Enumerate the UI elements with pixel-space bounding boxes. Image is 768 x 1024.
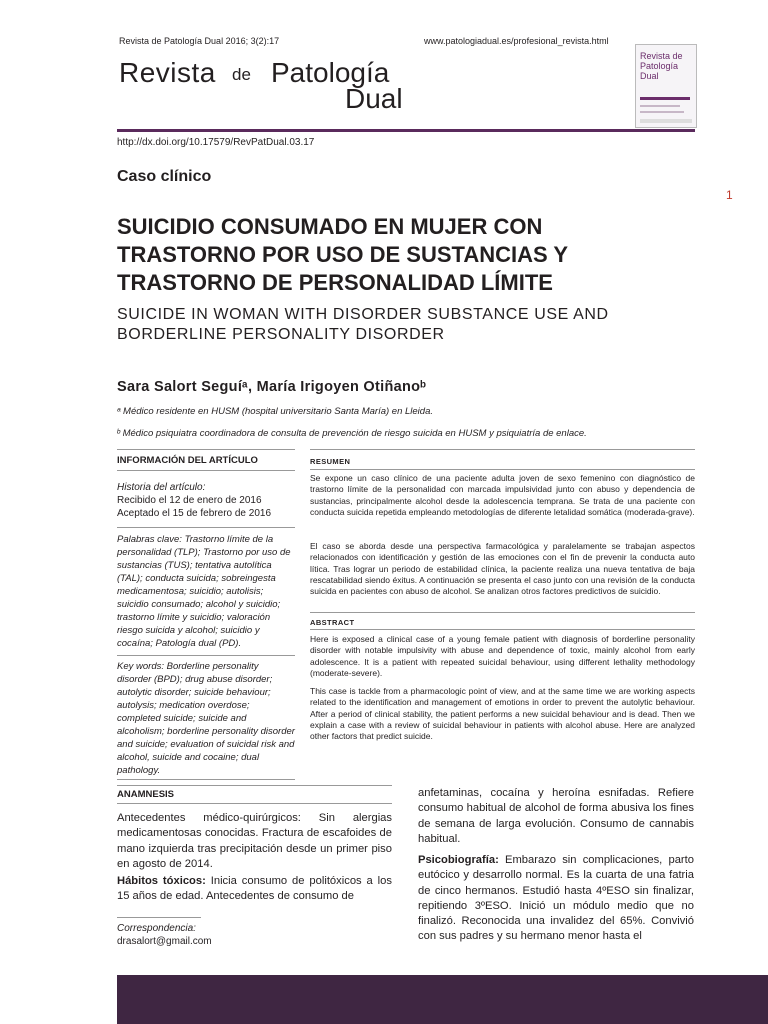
affiliation-b: ᵇ Médico psiquiatra coordinadora de consulta de prevención de riesgo suicida en HUSM y psiquiatría de enlace.: [117, 428, 587, 439]
psychobiography-label: Psicobiografía:: [418, 854, 499, 866]
logo-word-de: de: [232, 65, 251, 84]
header-divider: [117, 129, 695, 132]
journal-url[interactable]: www.patologiadual.es/profesional_revista.html: [424, 36, 609, 46]
anamnesis-paragraph-2: [117, 874, 392, 905]
cover-line: [640, 111, 684, 113]
logo-word-dual: Dual: [345, 83, 403, 114]
article-history: [117, 481, 295, 520]
cover-footer-logos: [640, 119, 692, 123]
cover-title: Revista de Patología Dual: [640, 51, 683, 81]
divider: [310, 612, 695, 613]
keywords-es: Palabras clave: Trastorno límite de la personalidad (TLP); Trastorno por uso de sustancias (TUS); tentativa autolítica (TAL); conducta suicida; sobreingesta medicamentosa; suicidio; autolisis; suicidio consumado; alcohol y suicidio; trastorno límite y suicidio; valoración riesgo suicida y alcohol; suicidio y cocaína; Patología dual (PD).: [117, 534, 291, 649]
logo-word-revista: Revista: [119, 57, 216, 88]
habits-text: Inicia consumo de politóxicos a los 15 años de edad. Antecedentes de consumo de: [117, 875, 392, 903]
divider: [117, 449, 295, 450]
keywords-en: Key words: Borderline personality disorder (BPD); drug abuse disorder; autolytic disorder; suicide behaviour; autolysis; medication overdose; completed suicide; suicide and alcoholism; borderline personality disorder and suicide; evaluation of suicidal risk and alcohol, suicide and cocaine; dual pathology.: [117, 661, 295, 776]
anamnesis-right-paragraph-1: anfetaminas, cocaína y heroína esnifadas. Refiere consumo habitual de alcohol de forma abusiva los fines de semana de larga evolución. Consumo de cannabis habitual.: [418, 787, 694, 845]
abstract-paragraph-1: Here is exposed a clinical case of a young female patient with diagnosis of borderline personality disorder with notable impulsivity with abuse and dependence of toxic, mainly alcohol from early adolescence. It is a patient with repeated suicidal behaviour, using different lethality methodology (moderate-severe).: [310, 634, 695, 678]
accepted-date: Aceptado el 15 de febrero de 2016: [117, 508, 272, 519]
divider: [310, 449, 695, 450]
received-date: Recibido el 12 de enero de 2016: [117, 495, 262, 506]
cover-line: [640, 105, 680, 107]
divider: [310, 469, 695, 470]
article-info-heading: INFORMACIÓN DEL ARTÍCULO: [117, 455, 258, 466]
journal-citation: Revista de Patología Dual 2016; 3(2):17: [119, 36, 280, 46]
resumen-paragraph-1: Se expone un caso clínico de una paciente adulta joven de sexo femenino con diagnóstico de trastorno límite de la personalidad con marcada impulsividad junto con abuso y dependencia de sustancias, principalmente alcohol desde la adolescencia temprana. Se trata de una paciente con conducta suicida repetida empleando metodologías de diferente letalidad somática (moderada-grave).: [310, 473, 695, 517]
doi-link[interactable]: http://dx.doi.org/10.17579/RevPatDual.03.17: [117, 137, 315, 148]
correspondence-email[interactable]: drasalort@gmail.com: [117, 936, 212, 947]
journal-logo: [119, 55, 439, 115]
divider: [117, 779, 295, 780]
divider: [117, 803, 392, 804]
page-number: 1: [726, 188, 733, 202]
footnote-divider: [117, 917, 201, 918]
anamnesis-heading: ANAMNESIS: [117, 789, 175, 800]
psychobiography-text: Embarazo sin complicaciones, parto eutócico y desarrollo normal. Es la cuarta de una fatria de cinco hermanos. Estudió hasta 4ºESO sin finalizar, repitiendo 3ºESO. Inició un módulo medio que no finalizó. Reconocida una invalidez del 65%. Convivió con sus padres y su hermano menor hasta el: [418, 854, 694, 943]
divider: [117, 655, 295, 656]
logo-word-patologia: Patología: [271, 57, 390, 88]
anamnesis-paragraph-1: Antecedentes médico-quirúrgicos: Sin alergias medicamentosas conocidas. Fractura de escafoides de mano izquierda tras precipitación desde un primer piso en agosto de 2014.: [117, 812, 392, 870]
abstract-paragraph-2: This case is tackle from a pharmacologic point of view, and at the same time we are working aspects related to the identification and management of emotions in order to prevent the autolytic behaviour. After a period of clinical stability, the patient performs a new suicidal behaviour and is dead. Then we explain a case with a review of suicidal behaviour in patients with alcohol abuse. Here are analyzed other factors that predict suicide.: [310, 686, 695, 742]
journal-cover-thumbnail: [635, 44, 697, 128]
resumen-paragraph-2: El caso se aborda desde una perspectiva farmacológica y paralelamente se trabajan aspectos relacionados con identificación y gestión de las emociones con el fin de prevenir la conducta auto lítica. Tras lograr un periodo de estabilidad clínica, la paciente realiza una nueva tentativa de baja rescatabilidad siendo éxitus. A continuación se presenta el caso junto con una revisión de la conducta suicida en pacientes con abuso de alcohol. Se analizan otros factores predictivos de suicidio.: [310, 541, 695, 597]
habits-label: Hábitos tóxicos:: [117, 875, 206, 887]
correspondence-label: Correspondencia:: [117, 923, 196, 934]
abstract-heading: ABSTRACT: [310, 618, 355, 627]
resumen-heading: RESUMEN: [310, 457, 351, 466]
divider: [117, 527, 295, 528]
anamnesis-right-paragraph-2: [418, 853, 694, 945]
article-title-en: SUICIDE IN WOMAN WITH DISORDER SUBSTANCE USE AND BORDERLINE PERSONALITY DISORDER: [117, 306, 609, 343]
divider: [310, 629, 695, 630]
authors: Sara Salort Seguíᵃ, María Irigoyen Otiñanoᵇ: [117, 379, 427, 395]
divider: [117, 785, 392, 786]
cover-bar: [640, 97, 690, 100]
divider: [117, 470, 295, 471]
history-label: Historia del artículo:: [117, 482, 206, 493]
affiliation-a: ᵃ Médico residente en HUSM (hospital universitario Santa María) en Lleida.: [117, 406, 434, 417]
section-type: Caso clínico: [117, 168, 212, 185]
article-title-es: SUICIDIO CONSUMADO EN MUJER CON TRASTORNO POR USO DE SUSTANCIAS Y TRASTORNO DE PERSONALIDAD LÍMITE: [117, 214, 568, 295]
footer-band: [117, 975, 768, 1024]
